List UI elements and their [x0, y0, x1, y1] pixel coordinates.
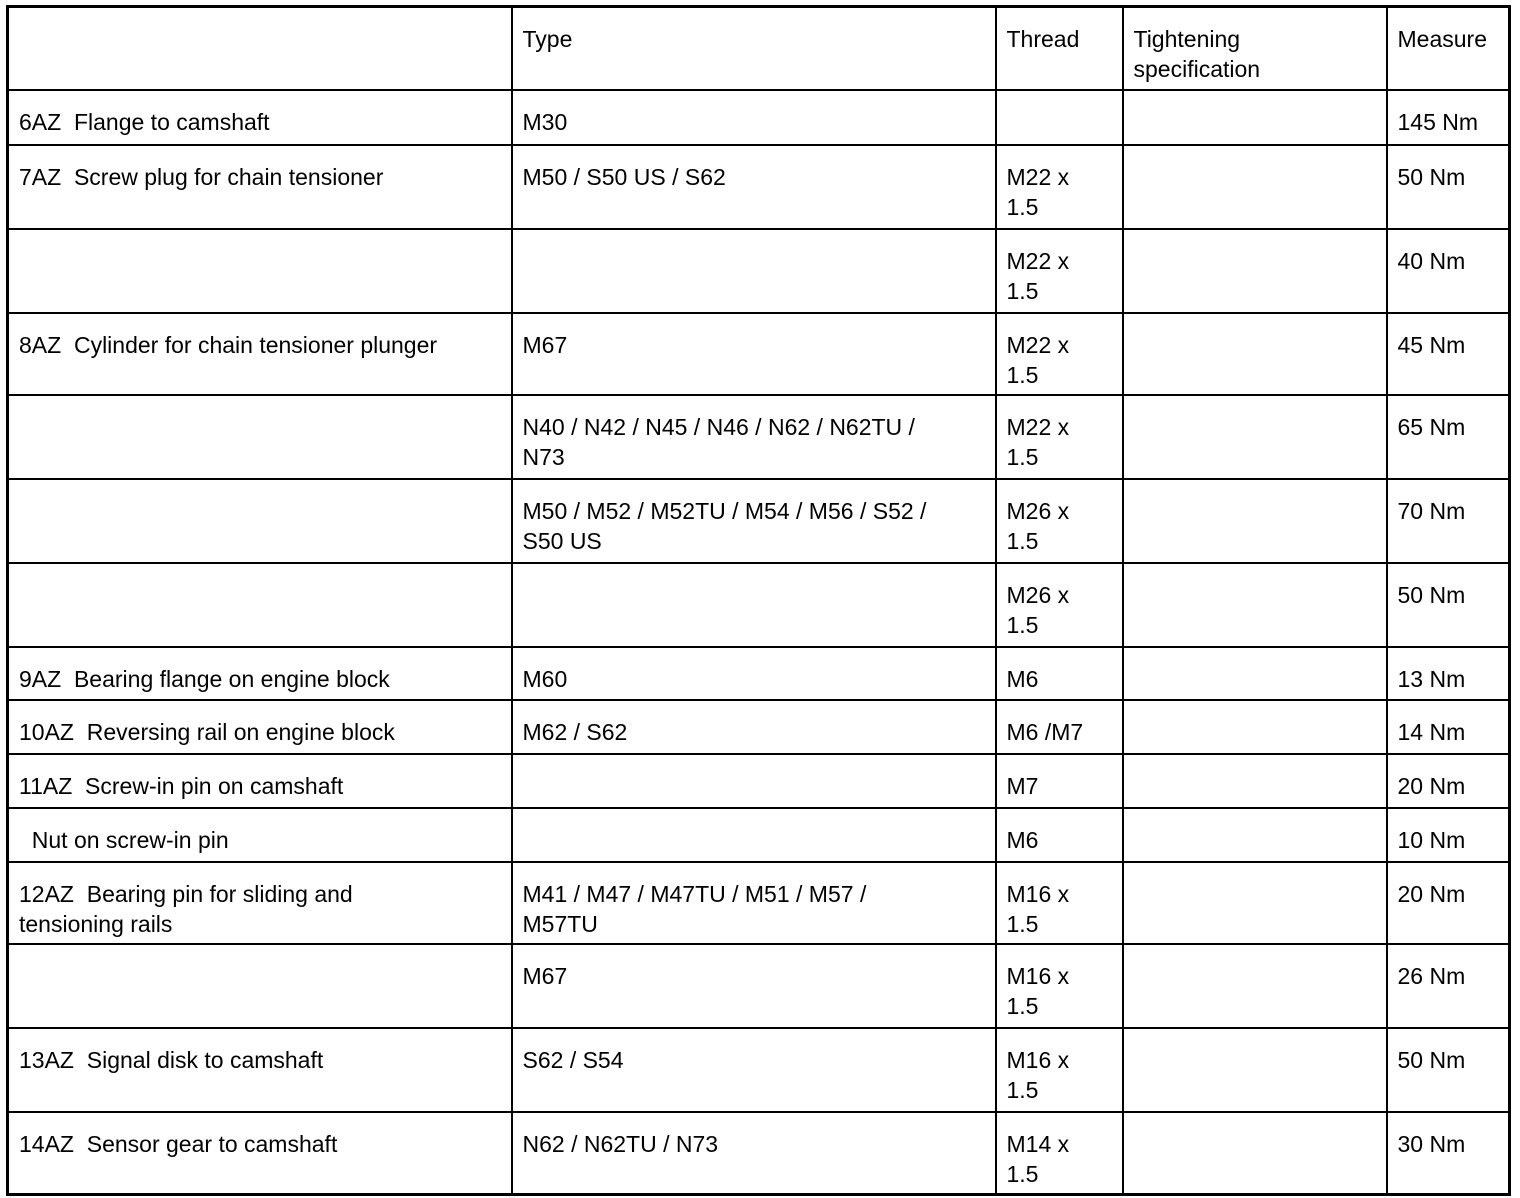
cell-measure: 50 Nm — [1387, 1028, 1510, 1112]
header-tightening-specification: Tightening specification — [1123, 7, 1387, 90]
cell-thread: M22 x 1.5 — [996, 313, 1123, 395]
cell-measure: 145 Nm — [1387, 90, 1510, 145]
cell-thread: M16 x 1.5 — [996, 944, 1123, 1028]
cell-tightening-specification — [1123, 1112, 1387, 1195]
table-row — [8, 229, 1510, 313]
cell-component — [8, 479, 512, 563]
cell-measure: 20 Nm — [1387, 754, 1510, 808]
cell-type — [512, 808, 996, 862]
header-row — [8, 7, 1510, 90]
cell-measure: 40 Nm — [1387, 229, 1510, 313]
cell-component — [8, 944, 512, 1028]
cell-component: 10AZ Reversing rail on engine block — [8, 700, 512, 754]
cell-measure: 50 Nm — [1387, 563, 1510, 647]
cell-component: 11AZ Screw-in pin on camshaft — [8, 754, 512, 808]
cell-component — [8, 395, 512, 479]
cell-tightening-specification — [1123, 944, 1387, 1028]
cell-tightening-specification — [1123, 563, 1387, 647]
cell-thread: M26 x 1.5 — [996, 563, 1123, 647]
header-thread: Thread — [996, 7, 1123, 90]
cell-tightening-specification — [1123, 145, 1387, 229]
header-type: Type — [512, 7, 996, 90]
table-row — [8, 700, 1510, 754]
cell-thread: M22 x 1.5 — [996, 145, 1123, 229]
cell-thread: M6 — [996, 647, 1123, 700]
cell-measure: 30 Nm — [1387, 1112, 1510, 1195]
cell-thread: M16 x 1.5 — [996, 1028, 1123, 1112]
cell-type: M50 / M52 / M52TU / M54 / M56 / S52 / S50 US — [512, 479, 996, 563]
table-row — [8, 944, 1510, 1028]
table-row — [8, 1112, 1510, 1195]
cell-component: 7AZ Screw plug for chain tensioner — [8, 145, 512, 229]
cell-tightening-specification — [1123, 647, 1387, 700]
cell-type: M41 / M47 / M47TU / M51 / M57 / M57TU — [512, 862, 996, 944]
cell-tightening-specification — [1123, 862, 1387, 944]
cell-thread: M7 — [996, 754, 1123, 808]
cell-tightening-specification — [1123, 808, 1387, 862]
table-row — [8, 563, 1510, 647]
header-component — [8, 7, 512, 90]
table-row — [8, 862, 1510, 944]
cell-type: M30 — [512, 90, 996, 145]
table-row — [8, 395, 1510, 479]
cell-thread: M14 x 1.5 — [996, 1112, 1123, 1195]
cell-tightening-specification — [1123, 479, 1387, 563]
cell-type: M60 — [512, 647, 996, 700]
cell-thread: M26 x 1.5 — [996, 479, 1123, 563]
cell-measure: 14 Nm — [1387, 700, 1510, 754]
cell-measure: 26 Nm — [1387, 944, 1510, 1028]
cell-thread: M16 x 1.5 — [996, 862, 1123, 944]
cell-tightening-specification — [1123, 229, 1387, 313]
cell-type — [512, 754, 996, 808]
cell-thread — [996, 90, 1123, 145]
cell-measure: 10 Nm — [1387, 808, 1510, 862]
cell-component: 12AZ Bearing pin for sliding and tensioning rails — [8, 862, 512, 944]
table-row — [8, 90, 1510, 145]
cell-tightening-specification — [1123, 1028, 1387, 1112]
cell-type: M50 / S50 US / S62 — [512, 145, 996, 229]
cell-component: 13AZ Signal disk to camshaft — [8, 1028, 512, 1112]
cell-measure: 65 Nm — [1387, 395, 1510, 479]
cell-type: N62 / N62TU / N73 — [512, 1112, 996, 1195]
cell-component: 14AZ Sensor gear to camshaft — [8, 1112, 512, 1195]
cell-type: M62 / S62 — [512, 700, 996, 754]
cell-component — [8, 563, 512, 647]
cell-type: M67 — [512, 944, 996, 1028]
cell-thread: M22 x 1.5 — [996, 395, 1123, 479]
torque-spec-table — [6, 5, 1511, 1196]
table-row — [8, 313, 1510, 395]
cell-tightening-specification — [1123, 90, 1387, 145]
cell-component — [8, 229, 512, 313]
cell-measure: 70 Nm — [1387, 479, 1510, 563]
cell-thread: M22 x 1.5 — [996, 229, 1123, 313]
cell-tightening-specification — [1123, 754, 1387, 808]
cell-type — [512, 229, 996, 313]
cell-type: N40 / N42 / N45 / N46 / N62 / N62TU / N73 — [512, 395, 996, 479]
cell-component: Nut on screw-in pin — [8, 808, 512, 862]
cell-measure: 20 Nm — [1387, 862, 1510, 944]
table-row — [8, 647, 1510, 700]
table-row — [8, 145, 1510, 229]
cell-measure: 50 Nm — [1387, 145, 1510, 229]
cell-type — [512, 563, 996, 647]
cell-measure: 13 Nm — [1387, 647, 1510, 700]
table-row — [8, 808, 1510, 862]
table-row — [8, 1028, 1510, 1112]
cell-tightening-specification — [1123, 700, 1387, 754]
cell-measure: 45 Nm — [1387, 313, 1510, 395]
cell-tightening-specification — [1123, 395, 1387, 479]
cell-thread: M6 — [996, 808, 1123, 862]
cell-component: 9AZ Bearing flange on engine block — [8, 647, 512, 700]
header-measure: Measure — [1387, 7, 1510, 90]
cell-thread: M6 /M7 — [996, 700, 1123, 754]
cell-component: 8AZ Cylinder for chain tensioner plunger — [8, 313, 512, 395]
cell-type: M67 — [512, 313, 996, 395]
table-row — [8, 479, 1510, 563]
cell-type: S62 / S54 — [512, 1028, 996, 1112]
table-row — [8, 754, 1510, 808]
cell-component: 6AZ Flange to camshaft — [8, 90, 512, 145]
cell-tightening-specification — [1123, 313, 1387, 395]
